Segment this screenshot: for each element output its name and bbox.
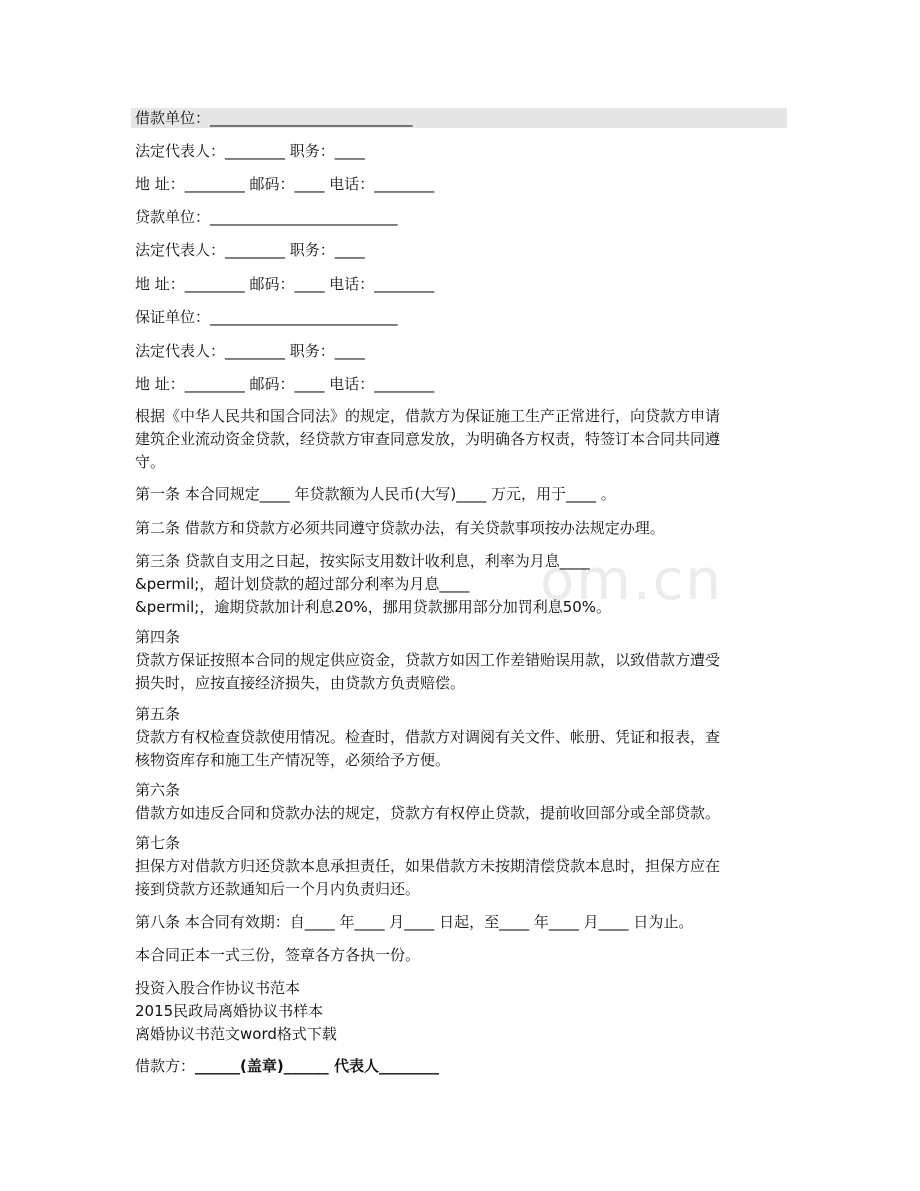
borrower-address-line: 地 址：________ 邮码：____ 电话：________ bbox=[135, 175, 435, 193]
article-7 bbox=[135, 832, 785, 901]
article-4 bbox=[135, 626, 785, 695]
article-4-title: 第四条 bbox=[135, 628, 181, 646]
article-7-line: 担保方对借款方归还贷款本息承担责任，如果借款方未按期清偿贷款本息时，担保方应在 bbox=[135, 857, 721, 875]
article-5 bbox=[135, 703, 785, 772]
signature-line bbox=[135, 1056, 439, 1076]
guarantor-representative-line: 法定代表人：________ 职务：____ bbox=[135, 342, 365, 360]
article-5-line: 贷款方有权检查贷款使用情况。检查时，借款方对调阅有关文件、帐册、凭证和报表，查 bbox=[135, 728, 721, 746]
guarantor-unit-line: 保证单位：_________________________ bbox=[135, 308, 398, 326]
signature-fields: ______(盖章)______ 代表人________ bbox=[195, 1057, 439, 1075]
article-6-line: 借款方如违反合同和贷款办法的规定，贷款方有权停止贷款，提前收回部分或全部贷款。 bbox=[135, 804, 721, 822]
article-3-line: 第三条 贷款自支用之日起，按实际支用数计收利息，利率为月息____ bbox=[135, 552, 590, 570]
related-link[interactable]: 离婚协议书范文word格式下载 bbox=[135, 1025, 337, 1043]
borrower-representative-line: 法定代表人：________ 职务：____ bbox=[135, 142, 365, 160]
article-8: 第八条 本合同有效期：自____ 年____ 月____ 日起，至____ 年____ 月____ 日为止。 bbox=[135, 913, 694, 931]
guarantor-address-line: 地 址：________ 邮码：____ 电话：________ bbox=[135, 375, 435, 393]
article-3 bbox=[135, 550, 785, 619]
article-4-line: 损失时，应按直接经济损失，由贷款方负责赔偿。 bbox=[135, 674, 466, 692]
intro-line: 守。 bbox=[135, 453, 166, 471]
lender-address-line: 地 址：________ 邮码：____ 电话：________ bbox=[135, 275, 435, 293]
related-link[interactable]: 2015民政局离婚协议书样本 bbox=[135, 1002, 324, 1020]
article-4-line: 贷款方保证按照本合同的规定供应资金，贷款方如因工作差错贻误用款，以致借款方遭受 bbox=[135, 651, 721, 669]
borrower-unit-line: 借款单位：___________________________ bbox=[135, 109, 413, 127]
signature-label: 借款方： bbox=[135, 1057, 196, 1075]
lender-unit-line: 贷款单位：_________________________ bbox=[135, 208, 398, 226]
article-3-line: &permil;，超计划贷款的超过部分利率为月息____ bbox=[135, 575, 470, 593]
article-2: 第二条 借款方和贷款方必须共同遵守贷款办法，有关贷款事项按办法规定办理。 bbox=[135, 519, 665, 537]
article-7-title: 第七条 bbox=[135, 834, 181, 852]
article-1: 第一条 本合同规定____ 年贷款额为人民币(大写)____ 万元，用于____ 。 bbox=[135, 485, 616, 503]
lender-representative-line: 法定代表人：________ 职务：____ bbox=[135, 241, 365, 259]
article-6-title: 第六条 bbox=[135, 781, 181, 799]
article-7-line: 接到贷款方还款通知后一个月内负责归还。 bbox=[135, 880, 421, 898]
article-6 bbox=[135, 779, 785, 825]
article-5-line: 核物资库存和施工生产情况等，必须给予方便。 bbox=[135, 751, 451, 769]
copies-clause: 本合同正本一式三份，签章各方各执一份。 bbox=[135, 946, 421, 964]
related-link[interactable]: 投资入股合作协议书范本 bbox=[135, 979, 301, 997]
watermark: om.cn bbox=[540, 548, 723, 613]
article-5-title: 第五条 bbox=[135, 705, 181, 723]
article-3-line: &permil;，逾期贷款加计利息20%，挪用贷款挪用部分加罚利息50%。 bbox=[135, 598, 612, 616]
intro-line: 根据《中华人民共和国合同法》的规定，借款方为保证施工生产正常进行，向贷款方申请 bbox=[135, 407, 721, 425]
related-links bbox=[135, 977, 785, 1046]
intro-line: 建筑企业流动资金贷款，经贷款方审查同意发放，为明确各方权责，特签订本合同共同遵 bbox=[135, 430, 721, 448]
intro-paragraph bbox=[135, 405, 785, 474]
